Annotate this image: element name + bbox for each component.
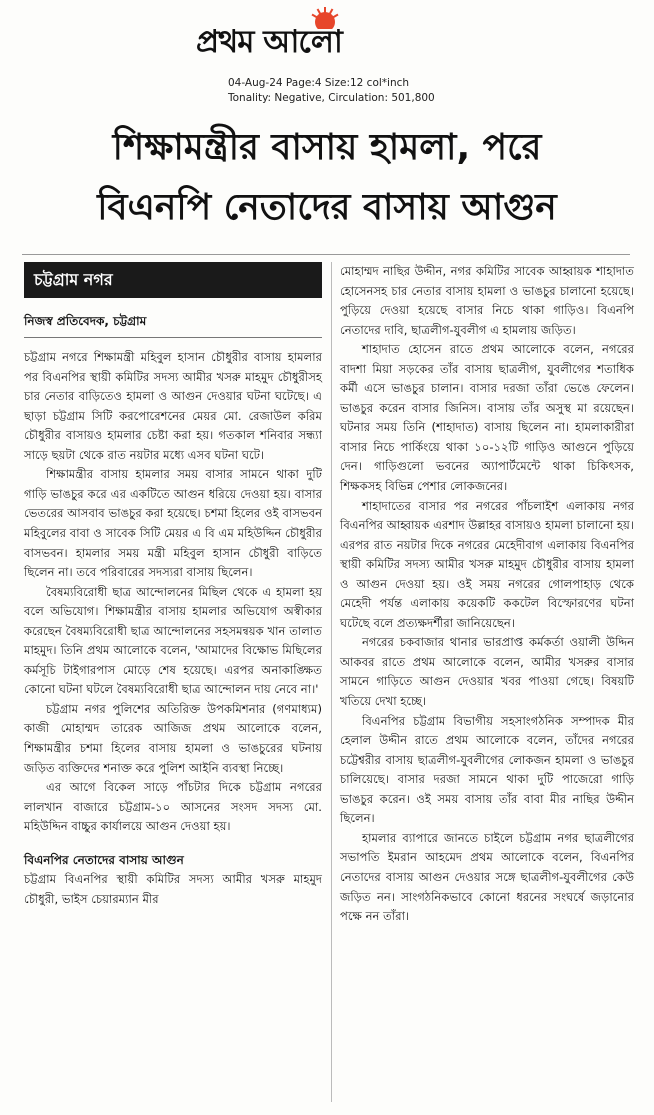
headline-rule bbox=[22, 254, 630, 255]
paragraph: চট্টগ্রাম নগরে শিক্ষামন্ত্রী মহিবুল হাসান চৌধুরীর বাসায় হামলার পর বিএনপির স্থায়ী কমিটির সদস্য আমীর খসরু মাহমুদ চৌধুরীসহ চার নেতার বাড়িতেও হামলা ও আগুন দেওয়ার ঘটনা ঘটেছে। এ ছাড়া চট্টগ্রাম সিটি করপোরেশনের মেয়র মো. রেজাউল করিম চৌধুরীর বাসায়ও হামলার চেষ্টা করা হয়। গতকাল শনিবার সন্ধ্যা সাড়ে ছয়টা থেকে রাত নয়টার মধ্যে এসব ঘটনা ঘটে। bbox=[24, 350, 322, 462]
clip-meta-line2: Tonality: Negative, Circulation: 501,800 bbox=[228, 92, 435, 104]
byline: নিজস্ব প্রতিবেদক, চট্টগ্রাম bbox=[24, 312, 322, 339]
clip-meta-line1: 04-Aug-24 Page:4 Size:12 col*inch bbox=[228, 77, 410, 89]
paragraph: শাহাদাত হোসেন রাতে প্রথম আলোকে বলেন, নগরের বাদশা মিয়া সড়কের তাঁর বাসায় ছাত্রলীগ, যুবলীগের শতাধিক কর্মী এসে ভাঙচুর চালান। বাসার দরজা তাঁরা ভেঙে ফেলেন। ভাঙচুর করেন বাসার জিনিস। বাসায় তাঁর অসুস্থ মা রয়েছেন। ঘটনার সময় তিনি (শাহাদাত) বাসায় ছিলেন না। হামলাকারীরা বাসার নিচে পার্কিংয়ে থাকা ১০-১২টি গাড়িও আগুনে পুড়িয়ে দেন। গাড়িগুলো ভবনের অ্যাপার্টমেন্টে থাকা চিকিৎসক, শিক্ষকসহ বিভিন্ন পেশার লোকজনের। bbox=[340, 342, 634, 494]
paragraph: মোহাম্মদ নাছির উদ্দীন, নগর কমিটির সাবেক আহ্বায়ক শাহাদাত হোসেনসহ চার নেতার বাসায় হামলা ও ভাঙচুর চালানো হয়েছে। পুড়িয়ে দেওয়া হয়েছে বাসার নিচে থাকা গাড়িও। বিএনপি নেতাদের দাবি, ছাত্রলীগ-যুবলীগ এ হামলায় জড়িত। bbox=[340, 264, 634, 337]
subhead: বিএনপির নেতাদের বাসায় আগুন bbox=[24, 852, 184, 867]
headline-line1: শিক্ষামন্ত্রীর বাসায় হামলা, পরে bbox=[112, 127, 542, 168]
paragraph: শাহাদাতের বাসার পর নগরের পাঁচলাইশ এলাকায় নগর বিএনপির আহ্বায়ক এরশাদ উল্লাহর বাসায়ও হামলা চালানো হয়। এরপর রাত নয়টার দিকে নগরের মেহেদীবাগ এলাকায় বিএনপির স্থায়ী কমিটির সদস্য আমীর খসরু মাহমুদ চৌধুরীর বাসায় হামলা ও আগুন দেওয়া হয়। ওই সময় নগরের গোলপাহাড় থেকে মেহেদী পর্যন্ত এলাকায় কয়েকটি ককটেল বিস্ফোরণের ঘটনা ঘটেছে বলে প্রত্যক্ষদর্শীরা জানিয়েছেন। bbox=[340, 498, 634, 630]
newspaper-logo: প্রথম আলো bbox=[196, 24, 342, 60]
paragraph: নগরের চকবাজার থানার ভারপ্রাপ্ত কর্মকর্তা ওয়ালী উদ্দিন আকবর রাতে প্রথম আলোকে বলেন, আমীর খসরুর বাসার সামনে গাড়িতে আগুন দেওয়ার খবর পাওয়া গেছে। বিষয়টি খতিয়ে দেখা হচ্ছে। bbox=[340, 635, 634, 709]
article-column-1 bbox=[24, 262, 322, 909]
column-divider bbox=[331, 262, 332, 1102]
headline-line2: বিএনপি নেতাদের বাসায় আগুন bbox=[97, 187, 557, 228]
paragraph: বৈষম্যবিরোধী ছাত্র আন্দোলনের মিছিল থেকে এ হামলা হয় বলে অভিযোগ। শিক্ষামন্ত্রীর বাসায় হামলার অভিযোগ অস্বীকার করেছেন বৈষম্যবিরোধী ছাত্র আন্দোলনের সহসমন্বয়ক খান তালাত মাহমুদ। তিনি প্রথম আলোকে বলেন, 'আমাদের বিক্ষোভ মিছিলের কর্মসূচি টাইগারপাস মোড়ে শেষ হয়েছে। এরপর অনাকাঙ্ক্ষিত কোনো ঘটনা ঘটলে বৈষম্যবিরোধী ছাত্র আন্দোলন দায় নেবে না।' bbox=[24, 584, 322, 697]
paragraph: শিক্ষামন্ত্রীর বাসায় হামলার সময় বাসার সামনে থাকা দুটি গাড়ি ভাঙচুর করে এর একটিতে আগুন ধরিয়ে দেওয়া হয়। বাসার ভেতরের আসবাব ভাঙচুর করা হয়েছে। চশমা হিলের ওই বাসভবন মহিবুলের বাবা ও সাবেক সিটি মেয়র এ বি এম মহিউদ্দিন চৌধুরীর বাসভবন। হামলার সময় মন্ত্রী মহিবুল হাসান চৌধুরী বাড়িতে ছিলেন না। তবে পরিবারের সদস্যরা বাসায় ছিলেন। bbox=[24, 467, 322, 580]
headline bbox=[20, 118, 634, 238]
section-label: চট্টগ্রাম নগর bbox=[24, 262, 322, 298]
paragraph: হামলার ব্যাপারে জানতে চাইলে চট্টগ্রাম নগর ছাত্রলীগের সভাপতি ইমরান আহমেদ প্রথম আলোকে বলেন, বিএনপির নেতাদের বাসায় আগুন দেওয়ার সঙ্গে ছাত্রলীগ-যুবলীগের কেউ জড়িত নন। সাংগঠনিকভাবে কোনো ধরনের সংঘর্ষে জড়ানোর পক্ষে নন তাঁরা। bbox=[340, 830, 634, 924]
article-column-2 bbox=[340, 262, 634, 927]
paragraph: এর আগে বিকেল সাড়ে পাঁচটার দিকে চট্টগ্রাম নগরের লালখান বাজারে চট্টগ্রাম-১০ আসনের সংসদ সদস্য মো. মহিউদ্দিন বাচ্চুর কার্যালয়ে আগুন দেওয়া হয়। bbox=[24, 780, 322, 834]
paragraph: বিএনপির চট্টগ্রাম বিভাগীয় সহসাংগঠনিক সম্পাদক মীর হেলাল উদ্দীন রাতে প্রথম আলোকে বলেন, তাঁদের নগরের চট্টেশ্বরীর বাসায় ছাত্রলীগ-যুবলীগের লোকজন হামলা ও ভাঙচুর চালিয়েছে। বাসার দরজা সামনে থাকা দুটি পাজেরো গাড়ি ভাঙচুর করেন। ওই সময় বাসায় তাঁর বাবা মীর নাছির উদ্দীন ছিলেন। bbox=[340, 713, 634, 826]
masthead bbox=[0, 4, 654, 64]
paragraph: চট্টগ্রাম বিএনপির স্থায়ী কমিটির সদস্য আমীর খসরু মাহমুদ চৌধুরী, ভাইস চেয়ারম্যান মীর bbox=[24, 872, 322, 906]
paragraph: চট্টগ্রাম নগর পুলিশের অতিরিক্ত উপকমিশনার (গণমাধ্যম) কাজী মোহাম্মদ তারেক আজিজ প্রথম আলোকে বলেন, শিক্ষামন্ত্রীর চশমা হিলের বাসায় হামলা ও ভাঙচুরের ঘটনায় জড়িত ব্যক্তিদের শনাক্ত করে পুলিশ আইনি ব্যবস্থা নিচ্ছে। bbox=[24, 701, 322, 775]
